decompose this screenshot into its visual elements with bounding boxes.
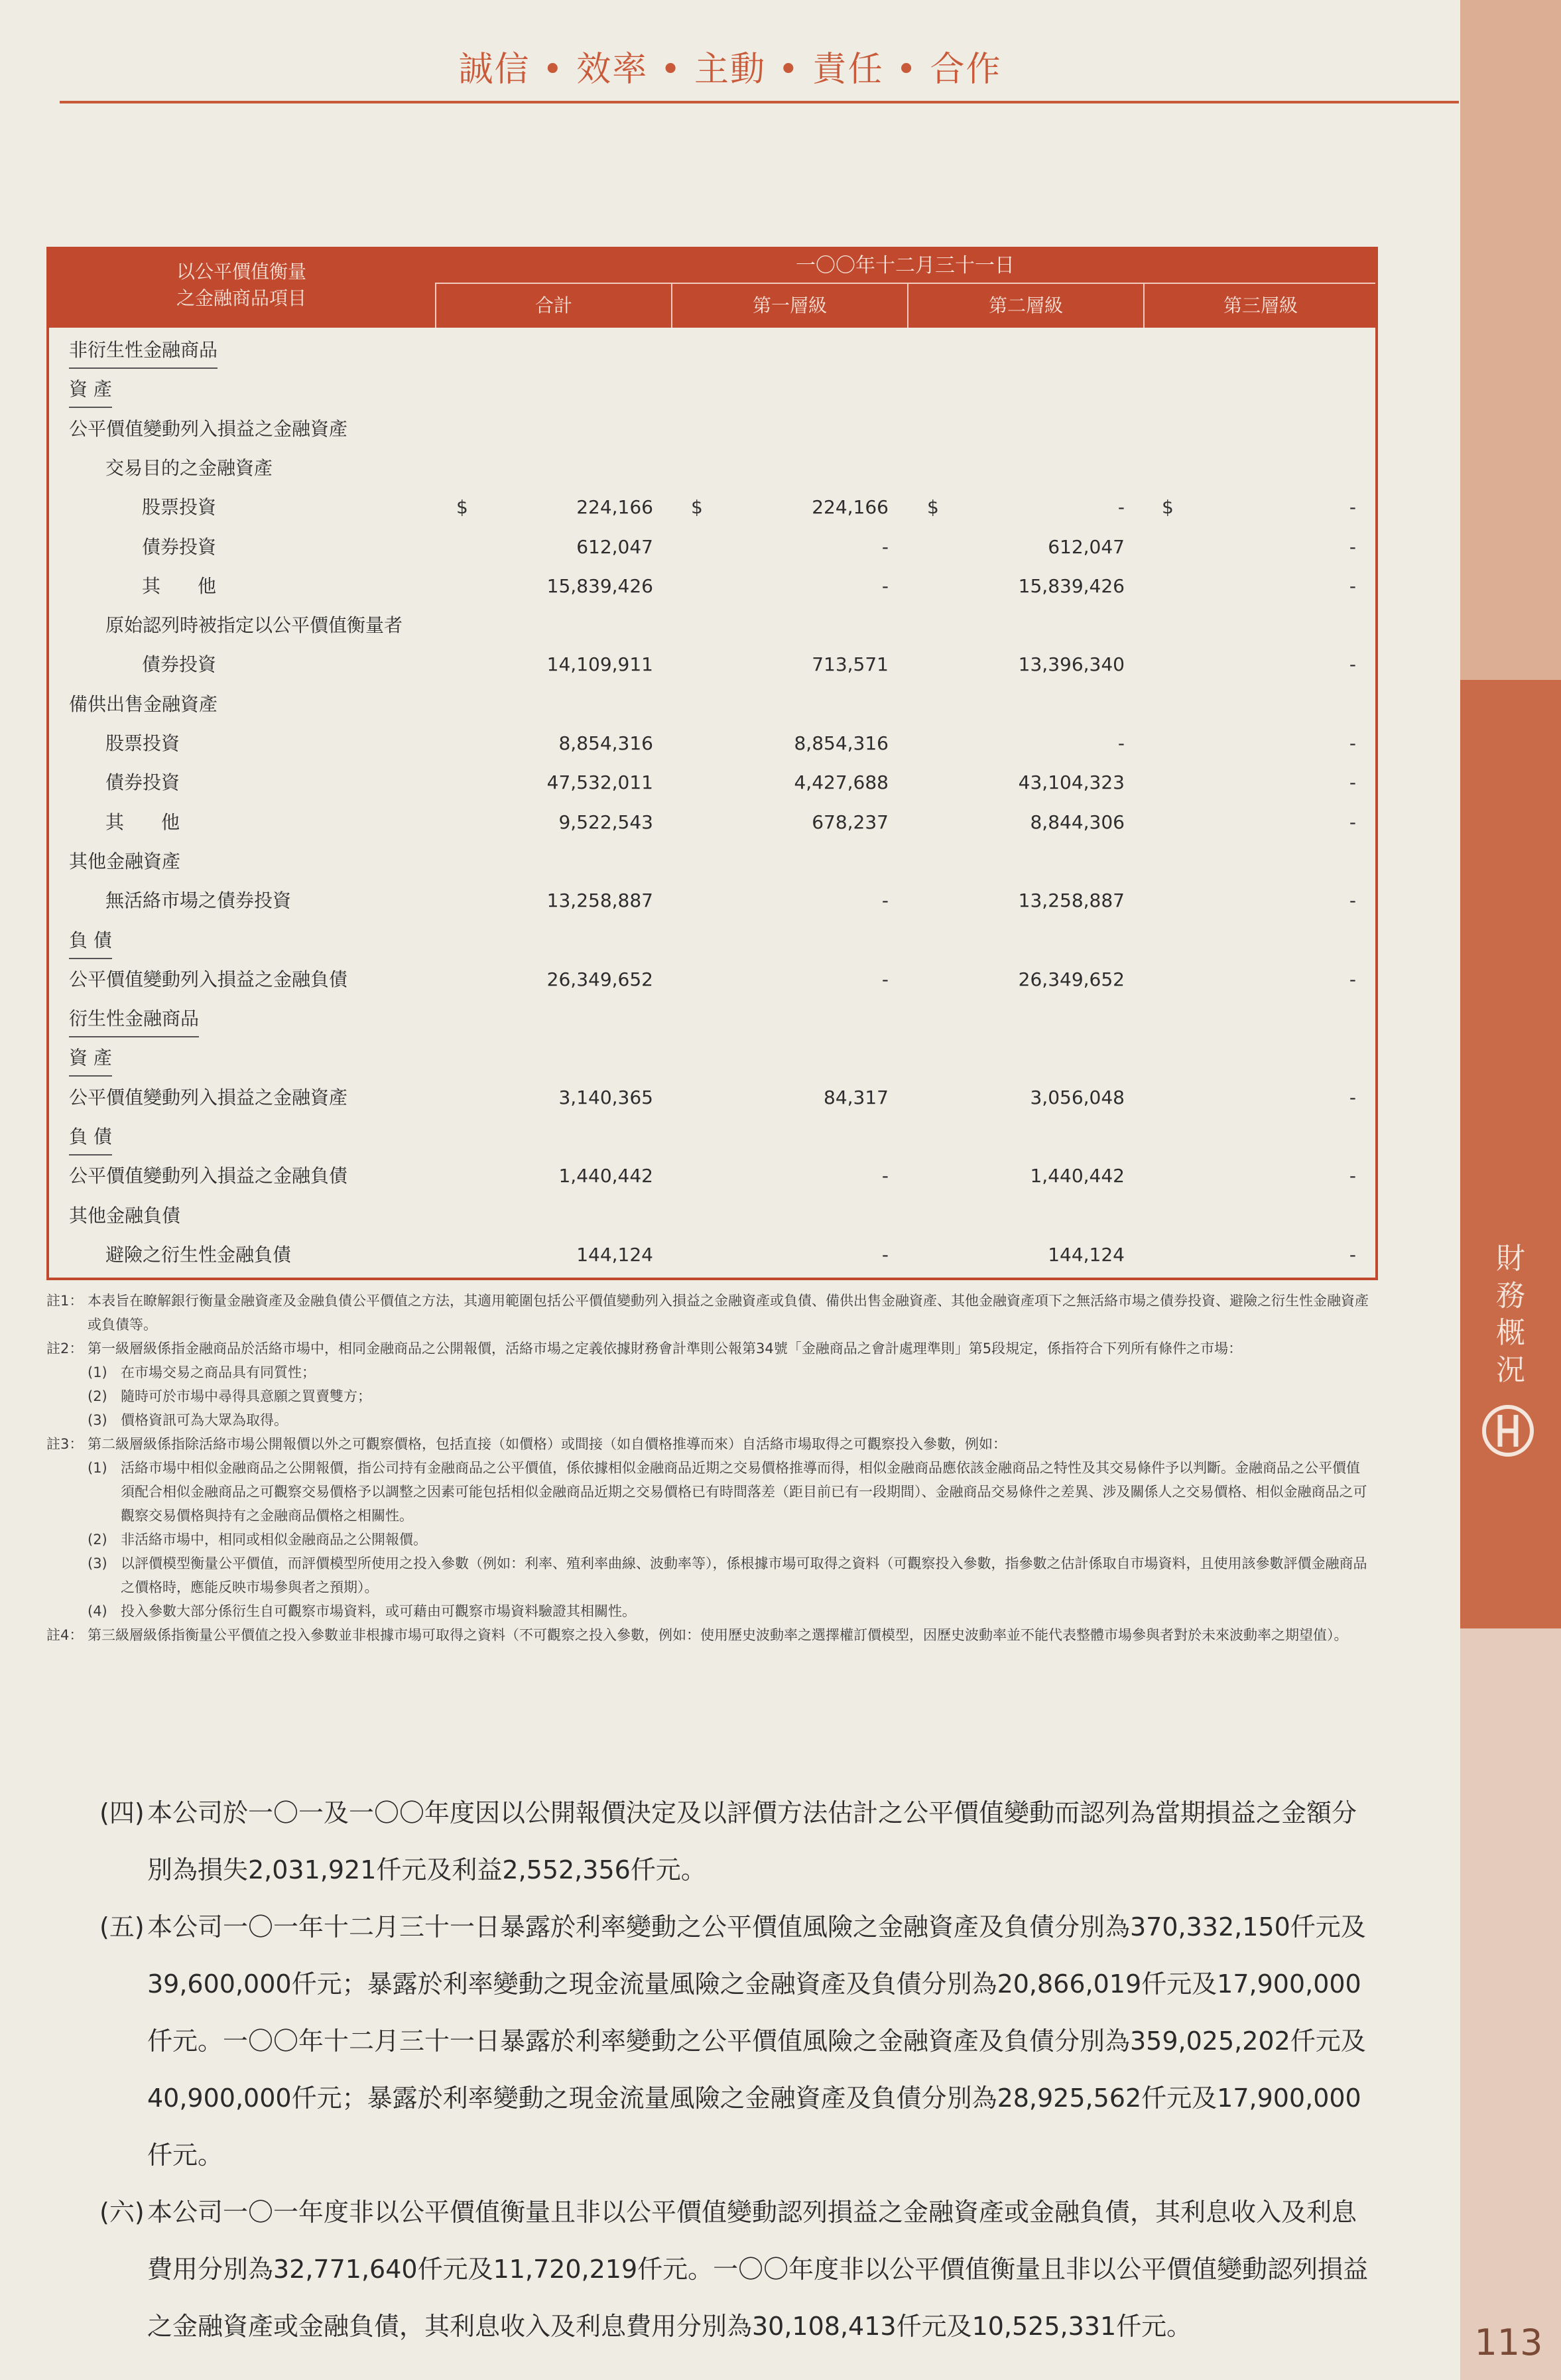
currency-symbol: $ (927, 496, 939, 519)
row-label: 資 產 (69, 373, 112, 408)
note-text: 隨時可於市場中尋得具意願之買賣雙方； (121, 1388, 371, 1404)
cell-value: 612,047 (1048, 535, 1125, 558)
cell-value: - (1349, 574, 1356, 597)
cell-value: 13,258,887 (1018, 890, 1125, 912)
cell-value: - (1349, 890, 1356, 912)
row-label: 其他金融負債 (69, 1204, 181, 1226)
page-motto: 誠信 • 效率 • 主動 • 責任 • 合作 (458, 50, 1002, 90)
cell-value: - (1349, 811, 1356, 833)
row-label: 債券投資 (142, 535, 217, 558)
cell-value: 43,104,323 (1018, 771, 1125, 794)
cell-value: - (1117, 496, 1125, 519)
note-subitem (46, 1456, 1373, 1528)
note-tag: 註2： (46, 1341, 84, 1356)
paragraph-text: 本公司於一〇一及一〇〇年度因以公開報價決定及以評價方法估計之公平價值變動而認列為當期損益之金額分別為損失2,031,921仟元及利益2,552,356仟元。 (147, 1798, 1357, 1884)
note-text: 第一級層級係指金融商品於活絡市場中，相同金融商品之公開報價，活絡市場之定義依據財務會計準則公報第34號「金融商品之會計處理準則」第5段規定，係指符合下列所有條件之市場： (88, 1341, 1243, 1356)
cell-value: 224,166 (812, 496, 889, 519)
cell-value: 8,844,306 (1030, 811, 1125, 833)
side-tab-section (1460, 680, 1561, 1628)
cell-value: - (881, 968, 889, 990)
body-paragraph (99, 1898, 1379, 2184)
cell-value: - (881, 535, 889, 558)
cell-value: 4,427,688 (794, 771, 889, 794)
table-notes (46, 1289, 1373, 1647)
row-label: 公平價值變動列入損益之金融負債 (69, 1165, 348, 1187)
row-label: 資 產 (69, 1042, 112, 1077)
note-subitem (46, 1384, 1373, 1408)
note-text: 投入參數大部分係衍生自可觀察市場資料，或可藉由可觀察市場資料驗證其相關性。 (121, 1603, 636, 1619)
cell-value: 47,532,011 (546, 771, 653, 794)
note-text: 價格資訊可為大眾為取得。 (121, 1412, 288, 1428)
row-label: 股票投資 (142, 496, 217, 519)
note-subitem (46, 1360, 1373, 1384)
row-label: 交易目的之金融資產 (105, 456, 273, 479)
note-subitem (46, 1528, 1373, 1552)
row-label: 原始認列時被指定以公平價值衡量者 (105, 614, 403, 637)
currency-symbol: $ (691, 496, 703, 519)
cell-value: - (1349, 496, 1356, 519)
row-label: 債券投資 (105, 771, 180, 794)
fair-value-table (46, 247, 1378, 1280)
section-title: 財務概況 (1496, 1242, 1525, 1387)
row-label: 公平價值變動列入損益之金融負債 (69, 968, 348, 990)
cell-value: - (881, 890, 889, 912)
col-level-3: 第三層級 (1143, 284, 1377, 328)
cell-value: 84,317 (824, 1086, 889, 1108)
cell-value: 26,349,652 (1018, 968, 1125, 990)
row-label: 債券投資 (142, 653, 217, 676)
cell-value: - (1349, 771, 1356, 794)
cell-value: 3,140,365 (558, 1086, 653, 1108)
header-date: 一〇〇年十二月三十一日 (435, 249, 1375, 284)
currency-symbol: $ (1162, 496, 1174, 519)
cell-value: - (1349, 1243, 1356, 1266)
row-label: 公平價值變動列入損益之金融資產 (69, 1086, 348, 1108)
col-level-1: 第一層級 (671, 284, 907, 328)
row-label: 其他金融資產 (69, 850, 181, 872)
cell-value: 224,166 (576, 496, 653, 519)
cell-value: - (881, 574, 889, 597)
company-logo-icon (1480, 1403, 1536, 1459)
note (46, 1432, 1373, 1456)
cell-value: 9,522,543 (558, 811, 653, 833)
note-tag: (3) (88, 1412, 107, 1428)
cell-value: - (1117, 732, 1125, 754)
note-subitem (46, 1552, 1373, 1599)
row-label: 無活絡市場之債券投資 (105, 890, 292, 912)
table-header (49, 249, 1375, 328)
cell-value: 678,237 (812, 811, 889, 833)
side-tab-upper (1460, 0, 1561, 680)
cell-value: - (1349, 1165, 1356, 1187)
cell-value: - (1349, 968, 1356, 990)
cell-value: - (1349, 653, 1356, 676)
row-label: 其 他 (105, 811, 180, 833)
row-label: 備供出售金融資產 (69, 693, 218, 715)
note-tag: 註1： (46, 1293, 84, 1309)
cell-value: - (881, 1243, 889, 1266)
cell-value: 14,109,911 (546, 653, 653, 676)
note-text: 第二級層級係指除活絡市場公開報價以外之可觀察價格，包括直接（如價格）或間接（如自價格推導而來）自活絡市場取得之可觀察投入參數，例如： (88, 1436, 1007, 1452)
row-label: 股票投資 (105, 732, 180, 754)
note-tag: (4) (88, 1603, 107, 1619)
cell-value: - (1349, 732, 1356, 754)
note-tag: 註4： (46, 1627, 84, 1643)
body-paragraph (99, 2184, 1379, 2355)
header-label-line-1: 以公平價值衡量 (176, 261, 306, 283)
row-label: 避險之衍生性金融負債 (105, 1243, 292, 1266)
body-paragraph (99, 1784, 1379, 1898)
cell-value: 8,854,316 (558, 732, 653, 754)
note-tag: 註3： (46, 1436, 84, 1452)
paragraph-tag: (六) (99, 2198, 145, 2227)
paragraph-tag: (五) (99, 1912, 145, 1942)
row-label: 其 他 (142, 574, 217, 597)
row-label: 衍生性金融商品 (69, 1003, 199, 1037)
cell-value: 8,854,316 (794, 732, 889, 754)
note-text: 在市場交易之商品具有同質性； (121, 1364, 316, 1380)
col-level-2: 第二層級 (907, 284, 1143, 328)
cell-value: 13,258,887 (546, 890, 653, 912)
note (46, 1337, 1373, 1360)
cell-value: 26,349,652 (546, 968, 653, 990)
cell-value: - (1349, 535, 1356, 558)
note-tag: (1) (88, 1460, 107, 1476)
note-text: 本表旨在瞭解銀行衡量金融資產及金融負債公平價值之方法，其適用範圍包括公平價值變動列入損益之金融資產或負債、備供出售金融資產、其他金融資產項下之無活絡市場之債券投資、避險之衍生性金融資產或負債等。 (88, 1293, 1369, 1333)
note-text: 活絡市場中相似金融商品之公開報價，指公司持有金融商品之公平價值，係依據相似金融商品近期之交易價格推導而得，相似金融商品應依該金融商品之特性及其交易條件予以判斷。金融商品之公平價值須配合相似金融商品之可觀察交易價格予以調整之因素可能包括相似金融商品近期之交易價格已有時間落差（距目前已有一段期間）、金融商品交易條件之差異、涉及關係人之交易價格、相似金融商品之可觀察交易價格與持有之金融商品價格之相關性。 (121, 1460, 1367, 1524)
paragraph-tag: (四) (99, 1798, 145, 1827)
row-label: 公平價值變動列入損益之金融資產 (69, 417, 348, 440)
paragraph-text: 本公司一〇一年十二月三十一日暴露於利率變動之公平價值風險之金融資產及負債分別為370,332,150仟元及39,600,000仟元；暴露於利率變動之現金流量風險之金融資產及負債分別為20,866,019仟元及17,900,000仟元。一〇〇年十二月三十一日暴露於利率變動之公平價值風險之金融資產及負債分別為359,025,202仟元及40,900,000仟元；暴露於利率變動之現金流量風險之金融資產及負債分別為28,925,562仟元及17,900,000仟元。 (147, 1912, 1366, 2170)
cell-value: 1,440,442 (558, 1165, 653, 1187)
row-label: 非衍生性金融商品 (69, 334, 218, 369)
note-text: 第三級層級係指衡量公平價值之投入參數並非根據市場可取得之資料（不可觀察之投入參數，例如：使用歷史波動率之選擇權訂價模型，因歷史波動率並不能代表整體市場參與者對於未來波動率之期望值）。 (88, 1627, 1348, 1643)
cell-value: 3,056,048 (1030, 1086, 1125, 1108)
cell-value: - (1349, 1086, 1356, 1108)
side-tab-lower (1460, 1628, 1561, 2380)
header-label-line-2: 之金融商品項目 (176, 287, 306, 309)
body-paragraphs (99, 1784, 1379, 2355)
col-total: 合計 (435, 284, 671, 328)
currency-symbol: $ (456, 496, 468, 519)
note-subitem (46, 1599, 1373, 1623)
cell-value: 713,571 (812, 653, 889, 676)
paragraph-text: 本公司一〇一年度非以公平價值衡量且非以公平價值變動認列損益之金融資產或金融負債，其利息收入及利息費用分別為32,771,640仟元及11,720,219仟元。一〇〇年度非以公平價值衡量且非以公平價值變動認列損益之金融資產或金融負債，其利息收入及利息費用分別為30,108,413仟元及10,525,331仟元。 (147, 2198, 1369, 2341)
note-tag: (2) (88, 1388, 107, 1404)
note-text: 非活絡市場中，相同或相似金融商品之公開報價。 (121, 1532, 427, 1548)
cell-value: 15,839,426 (1018, 574, 1125, 597)
cell-value: 15,839,426 (546, 574, 653, 597)
note-subitem (46, 1408, 1373, 1432)
cell-value: 144,124 (576, 1243, 653, 1266)
note-tag: (3) (88, 1555, 107, 1571)
note (46, 1289, 1373, 1337)
page-number: 113 (1474, 2322, 1543, 2363)
header-divider (60, 101, 1459, 103)
cell-value: - (881, 1165, 889, 1187)
cell-value: 144,124 (1048, 1243, 1125, 1266)
cell-value: 612,047 (576, 535, 653, 558)
cell-value: 13,396,340 (1018, 653, 1125, 676)
note-tag: (1) (88, 1364, 107, 1380)
note (46, 1623, 1373, 1647)
note-text: 以評價模型衡量公平價值，而評價模型所使用之投入參數（例如：利率、殖利率曲線、波動率等），係根據市場可取得之資料（可觀察投入參數，指參數之估計係取自市場資料，且使用該參數評價金融商品之價格時，應能反映市場參與者之預期）。 (121, 1555, 1367, 1595)
row-label: 負 債 (69, 925, 112, 959)
row-label: 負 債 (69, 1121, 112, 1156)
cell-value: 1,440,442 (1030, 1165, 1125, 1187)
note-tag: (2) (88, 1532, 107, 1548)
